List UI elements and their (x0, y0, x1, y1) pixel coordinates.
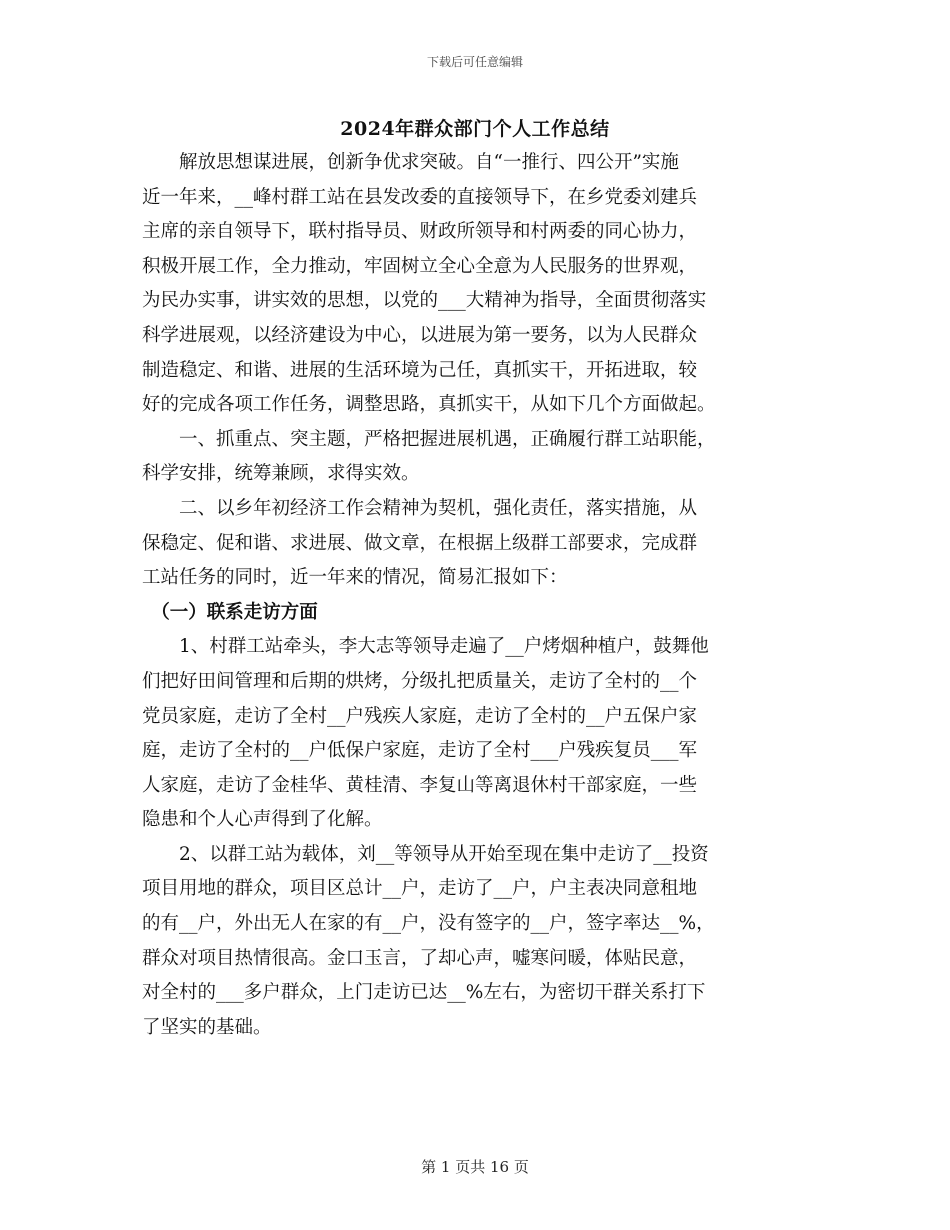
body-line: 主席的亲自领导下，联村指导员、财政所领导和村两委的同心协力， (142, 221, 698, 243)
document-body (142, 146, 810, 1045)
body-line: 的有__户，外出无人在家的有__户，没有签字的__户，签字率达__%， (142, 913, 715, 935)
page-header: 下载后可任意编辑 (426, 55, 523, 69)
body-line: 制造稳定、和谐、进展的生活环境为己任，真抓实干，开拓进取，较 (142, 359, 698, 381)
page-footer: 第 1 页共 16 页 (421, 1158, 529, 1176)
body-line: 解放思想谋进展，创新争优求突破。自“一推行、四公开”实施 (142, 152, 679, 173)
body-line: 对全村的___多户群众，上门走访已达__%左右，为密切干群关系打下 (142, 982, 706, 1004)
body-line: 们把好田间管理和后期的烘烤，分级扎把质量关，走访了全村的__个 (142, 670, 698, 692)
body-line: 1、村群工站牵头，李大志等领导走遍了__户烤烟种植户，鼓舞他 (142, 636, 709, 658)
body-line: 隐患和个人心声得到了化解。 (142, 809, 383, 831)
body-line: 群众对项目热情很高。金口玉言，了却心声，嘘寒问暖，体贴民意， (142, 947, 698, 969)
body-line: 二、以乡年初经济工作会精神为契机，强化责任，落实措施，从 (142, 497, 698, 519)
section-heading: （一）联系走访方面 (142, 601, 318, 623)
body-line: 科学进展观，以经济建设为中心，以进展为第一要务，以为人民群众 (142, 324, 698, 346)
document-title: 2024年群众部门个人工作总结 (340, 118, 610, 140)
body-line: 一、抓重点、突主题，严格把握进展机遇，正确履行群工站职能， (142, 428, 716, 450)
body-line: 为民办实事，讲实效的思想，以党的___大精神为指导，全面贯彻落实 (142, 290, 707, 312)
body-line: 庭，走访了全村的__户低保户家庭，走访了全村___户残疾复员___军 (142, 740, 698, 762)
body-line: 积极开展工作，全力推动，牢固树立全心全意为人民服务的世界观， (142, 255, 698, 277)
body-line: 工站任务的同时，近一年来的情况，简易汇报如下： (142, 567, 568, 589)
body-line: 好的完成各项工作任务，调整思路，真抓实干，从如下几个方面做起。 (142, 394, 716, 416)
body-line: 了坚实的基础。 (142, 1016, 272, 1038)
body-line: 人家庭，走访了金桂华、黄桂清、李复山等离退休村干部家庭，一些 (142, 774, 698, 796)
body-line: 近一年来，__峰村群工站在县发改委的直接领导下，在乡党委刘建兵 (142, 186, 698, 208)
body-line: 科学安排，统筹兼顾，求得实效。 (142, 463, 420, 485)
body-line: 项目用地的群众，项目区总计__户，走访了__户，户主表决同意租地 (142, 878, 698, 900)
body-line: 2、以群工站为载体，刘__等领导从开始至现在集中走访了__投资 (142, 843, 709, 865)
body-line: 党员家庭，走访了全村__户残疾人家庭，走访了全村的__户五保户家 (142, 705, 698, 727)
body-line: 保稳定、促和谐、求进展、做文章，在根据上级群工部要求，完成群 (142, 532, 698, 554)
